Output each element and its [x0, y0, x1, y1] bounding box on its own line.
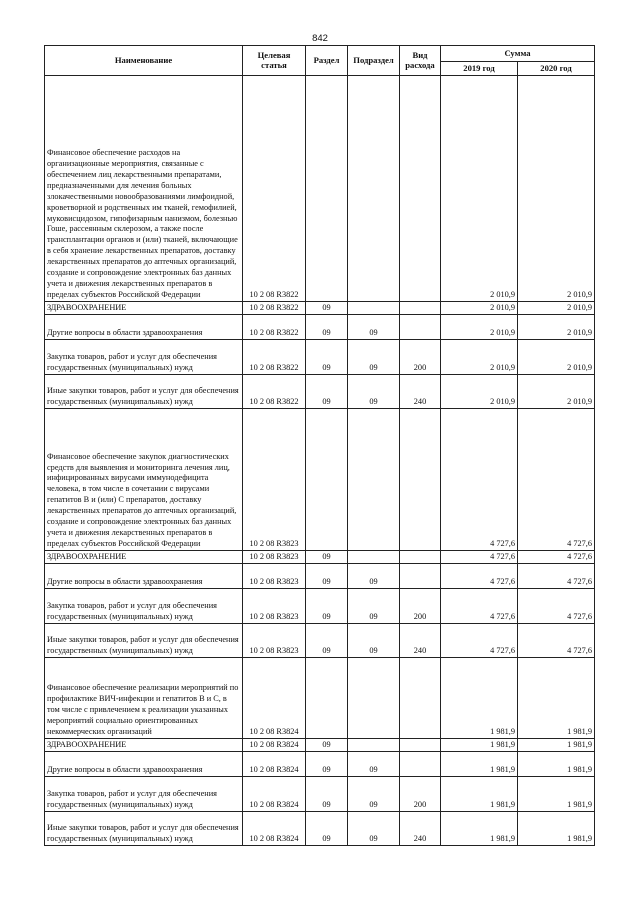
header-expense-type: Вид расхода [400, 46, 441, 76]
cell-sum-2020: 1 981,9 [518, 658, 595, 739]
cell-subsection [348, 551, 400, 564]
cell-name: Закупка товаров, работ и услуг для обеспечения государственных (муниципальных) нужд [45, 340, 243, 375]
cell-name: Закупка товаров, работ и услуг для обеспечения государственных (муниципальных) нужд [45, 589, 243, 624]
cell-target-article: 10 2 08 R3823 [243, 589, 306, 624]
table-row [45, 302, 595, 315]
cell-sum-2019: 4 727,6 [441, 409, 518, 551]
cell-target-article: 10 2 08 R3822 [243, 340, 306, 375]
cell-subsection: 09 [348, 812, 400, 846]
cell-section: 09 [306, 340, 348, 375]
cell-target-article: 10 2 08 R3823 [243, 624, 306, 658]
cell-target-article: 10 2 08 R3823 [243, 551, 306, 564]
table-row [45, 589, 595, 624]
header-target-article: Целевая статья [243, 46, 306, 76]
cell-section: 09 [306, 777, 348, 812]
cell-sum-2019: 2 010,9 [441, 302, 518, 315]
table-row [45, 739, 595, 752]
table-row [45, 752, 595, 777]
budget-table [44, 45, 595, 846]
cell-sum-2019: 1 981,9 [441, 739, 518, 752]
cell-section [306, 76, 348, 302]
cell-section [306, 658, 348, 739]
cell-sum-2019: 1 981,9 [441, 752, 518, 777]
cell-sum-2019: 4 727,6 [441, 564, 518, 589]
cell-name: ЗДРАВООХРАНЕНИЕ [45, 551, 243, 564]
cell-expense-type: 200 [400, 589, 441, 624]
header-subsection: Подраздел [348, 46, 400, 76]
header-row [45, 46, 595, 62]
cell-sum-2019: 2 010,9 [441, 340, 518, 375]
cell-section: 09 [306, 302, 348, 315]
cell-name: Финансовое обеспечение расходов на организационные мероприятия, связанные с обеспечением лиц лекарственными препаратами, предназначенными для лечения больных злокачественными новообразованиями лимфоидной, кроветворной и родственных им тканей, гемофилией, муковисцидозом, гипофизарным нанизмом, болезнью Гоше, рассеянным склерозом, а также после трансплантации органов и (или) тканей, включающие в себя хранение лекарственных препаратов, доставку лекарственных препаратов до аптечных организаций, создание и сопровождение электронных баз данных учета и движения лекарственных препаратов в пределах субъектов Российской Федерации [45, 76, 243, 302]
header-year-2020: 2020 год [518, 62, 595, 76]
cell-target-article: 10 2 08 R3823 [243, 409, 306, 551]
cell-subsection: 09 [348, 589, 400, 624]
cell-section: 09 [306, 752, 348, 777]
cell-sum-2020: 2 010,9 [518, 76, 595, 302]
cell-target-article: 10 2 08 R3824 [243, 658, 306, 739]
table-row [45, 340, 595, 375]
table-row [45, 658, 595, 739]
cell-subsection [348, 658, 400, 739]
cell-expense-type [400, 551, 441, 564]
cell-target-article: 10 2 08 R3823 [243, 564, 306, 589]
cell-name: Другие вопросы в области здравоохранения [45, 315, 243, 340]
cell-sum-2020: 1 981,9 [518, 812, 595, 846]
page-number: 842 [312, 33, 328, 44]
cell-section: 09 [306, 375, 348, 409]
cell-subsection: 09 [348, 624, 400, 658]
cell-name: Другие вопросы в области здравоохранения [45, 752, 243, 777]
cell-section: 09 [306, 739, 348, 752]
cell-expense-type: 200 [400, 777, 441, 812]
cell-subsection [348, 739, 400, 752]
cell-name: Закупка товаров, работ и услуг для обеспечения государственных (муниципальных) нужд [45, 777, 243, 812]
cell-name: Другие вопросы в области здравоохранения [45, 564, 243, 589]
cell-target-article: 10 2 08 R3822 [243, 375, 306, 409]
cell-subsection: 09 [348, 752, 400, 777]
cell-sum-2019: 4 727,6 [441, 589, 518, 624]
cell-name: Иные закупки товаров, работ и услуг для обеспечения государственных (муниципальных) нужд [45, 624, 243, 658]
cell-sum-2019: 4 727,6 [441, 551, 518, 564]
cell-sum-2020: 2 010,9 [518, 315, 595, 340]
cell-section [306, 409, 348, 551]
cell-section: 09 [306, 624, 348, 658]
cell-target-article: 10 2 08 R3824 [243, 752, 306, 777]
cell-section: 09 [306, 564, 348, 589]
cell-target-article: 10 2 08 R3824 [243, 739, 306, 752]
cell-subsection: 09 [348, 315, 400, 340]
cell-sum-2020: 2 010,9 [518, 340, 595, 375]
cell-name: Финансовое обеспечение закупок диагностических средств для выявления и мониторинга лечения лиц, инфицированных вирусами иммунодефицита человека, в том числе в сочетании с вирусами гепатитов В и (или) С препаратов, доставку лекарственных препаратов до аптечных организаций, создание и сопровождение электронных баз данных учета и движения лекарственных препаратов в пределах субъектов Российской Федерации [45, 409, 243, 551]
cell-expense-type: 200 [400, 340, 441, 375]
cell-expense-type [400, 76, 441, 302]
header-sum: Сумма [441, 46, 595, 62]
cell-sum-2019: 4 727,6 [441, 624, 518, 658]
cell-expense-type [400, 564, 441, 589]
cell-section: 09 [306, 589, 348, 624]
header-name: Наименование [45, 46, 243, 76]
cell-target-article: 10 2 08 R3824 [243, 812, 306, 846]
cell-sum-2019: 1 981,9 [441, 658, 518, 739]
cell-subsection [348, 302, 400, 315]
cell-subsection: 09 [348, 777, 400, 812]
cell-name: Финансовое обеспечение реализации мероприятий по профилактике ВИЧ-инфекции и гепатитов В и С, в том числе с привлечением к реализации указанных мероприятий социально ориентированных некоммерческих организаций [45, 658, 243, 739]
table-row [45, 76, 595, 302]
cell-target-article: 10 2 08 R3822 [243, 302, 306, 315]
cell-expense-type: 240 [400, 624, 441, 658]
table-row [45, 777, 595, 812]
cell-subsection [348, 76, 400, 302]
cell-sum-2019: 1 981,9 [441, 777, 518, 812]
table-row [45, 812, 595, 846]
table-row [45, 315, 595, 340]
cell-sum-2019: 2 010,9 [441, 375, 518, 409]
cell-expense-type: 240 [400, 812, 441, 846]
header-section: Раздел [306, 46, 348, 76]
cell-sum-2019: 1 981,9 [441, 812, 518, 846]
cell-expense-type [400, 739, 441, 752]
cell-target-article: 10 2 08 R3822 [243, 76, 306, 302]
cell-sum-2020: 4 727,6 [518, 624, 595, 658]
table-row [45, 409, 595, 551]
cell-sum-2020: 4 727,6 [518, 589, 595, 624]
cell-target-article: 10 2 08 R3822 [243, 315, 306, 340]
cell-sum-2019: 2 010,9 [441, 76, 518, 302]
cell-expense-type [400, 752, 441, 777]
cell-expense-type [400, 315, 441, 340]
cell-expense-type [400, 409, 441, 551]
cell-section: 09 [306, 551, 348, 564]
table-row [45, 564, 595, 589]
cell-subsection: 09 [348, 340, 400, 375]
cell-subsection: 09 [348, 564, 400, 589]
table-body [45, 76, 595, 846]
cell-sum-2020: 4 727,6 [518, 551, 595, 564]
cell-expense-type: 240 [400, 375, 441, 409]
cell-name: Иные закупки товаров, работ и услуг для обеспечения государственных (муниципальных) нужд [45, 375, 243, 409]
header-year-2019: 2019 год [441, 62, 518, 76]
cell-sum-2020: 2 010,9 [518, 302, 595, 315]
cell-sum-2020: 4 727,6 [518, 564, 595, 589]
cell-sum-2020: 1 981,9 [518, 752, 595, 777]
cell-sum-2020: 2 010,9 [518, 375, 595, 409]
cell-name: ЗДРАВООХРАНЕНИЕ [45, 302, 243, 315]
cell-sum-2020: 1 981,9 [518, 777, 595, 812]
cell-name: Иные закупки товаров, работ и услуг для обеспечения государственных (муниципальных) нужд [45, 812, 243, 846]
cell-sum-2020: 4 727,6 [518, 409, 595, 551]
table-row [45, 551, 595, 564]
cell-expense-type [400, 658, 441, 739]
cell-expense-type [400, 302, 441, 315]
cell-name: ЗДРАВООХРАНЕНИЕ [45, 739, 243, 752]
cell-subsection [348, 409, 400, 551]
cell-section: 09 [306, 812, 348, 846]
cell-sum-2019: 2 010,9 [441, 315, 518, 340]
cell-subsection: 09 [348, 375, 400, 409]
table-row [45, 375, 595, 409]
cell-target-article: 10 2 08 R3824 [243, 777, 306, 812]
cell-section: 09 [306, 315, 348, 340]
table-row [45, 624, 595, 658]
cell-sum-2020: 1 981,9 [518, 739, 595, 752]
